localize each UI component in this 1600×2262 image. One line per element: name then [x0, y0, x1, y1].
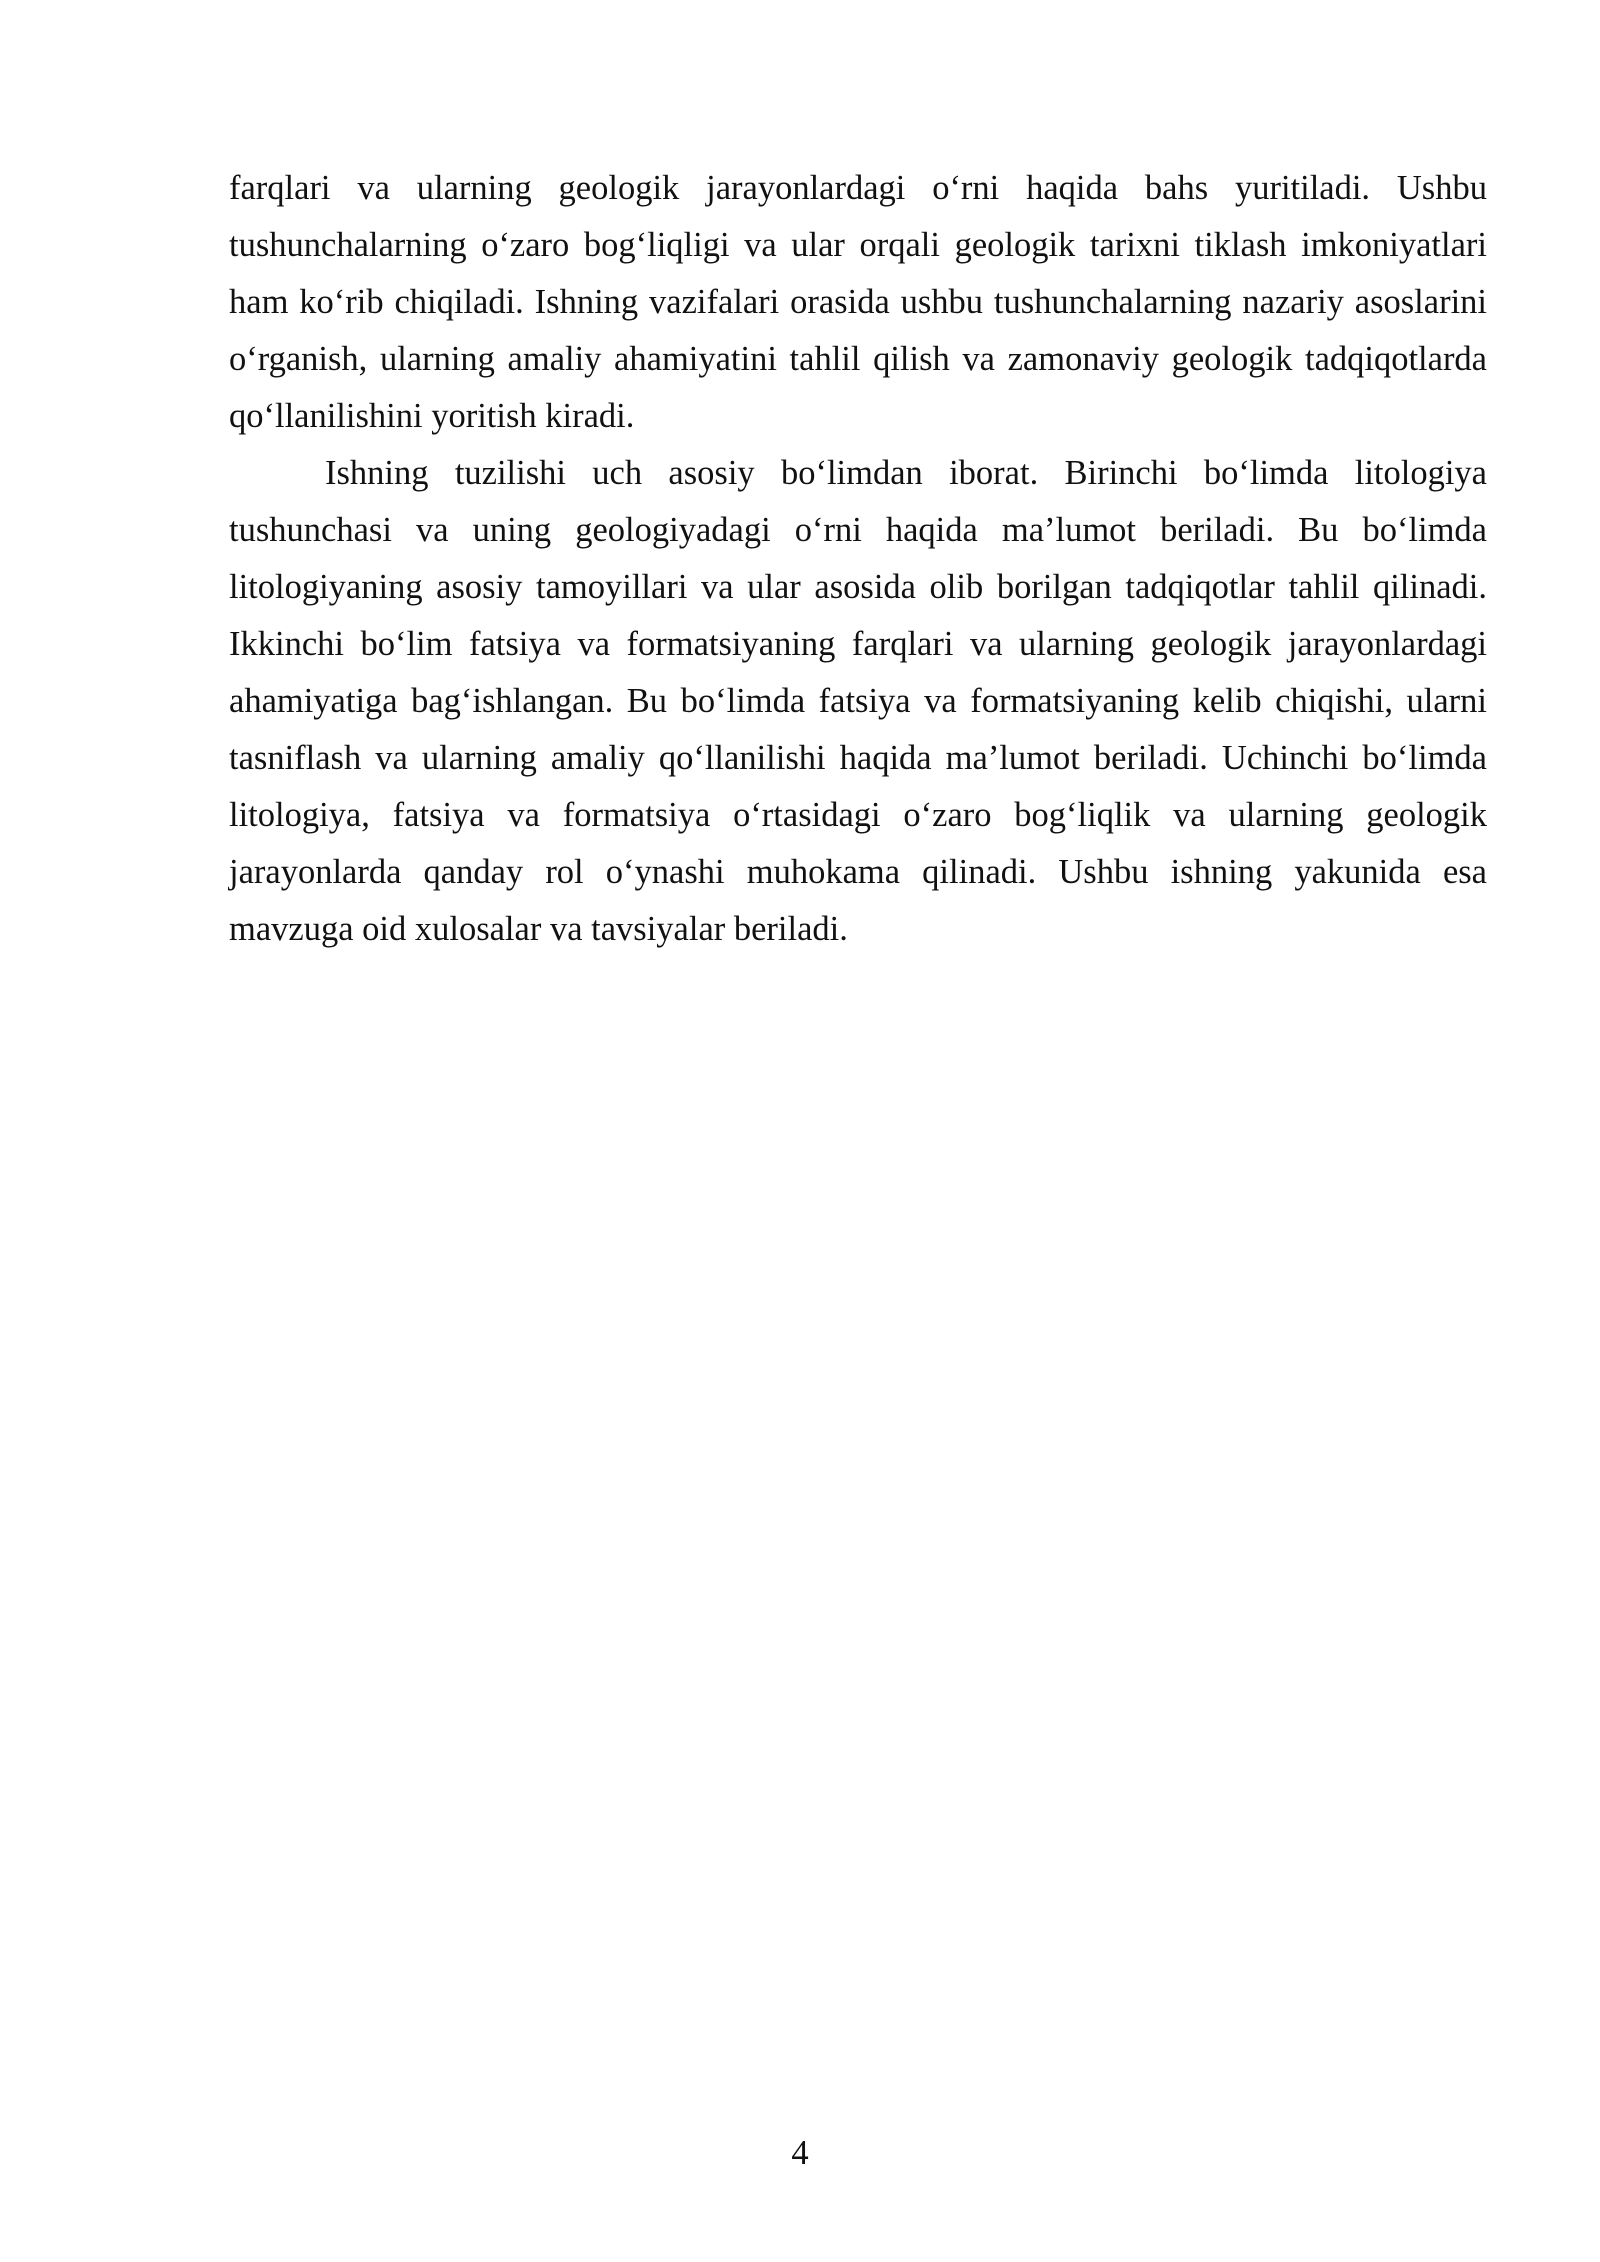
body-text	[229, 160, 1487, 958]
page-number: 4	[791, 2134, 809, 2172]
paragraph-continuation: farqlari va ularning geologik jarayonlardagi o‘rni haqida bahs yuritiladi. Ushbu tushunchalarning o‘zaro bog‘liqligi va ular orqali geologik tarixni tiklash imkoniyatlari ham ko‘rib chiqiladi. Ishning vazifalari orasida ushbu tushunchalarning nazariy asoslarini o‘rganish, ularning amaliy ahamiyatini tahlil qilish va zamonaviy geologik tadqiqotlarda qo‘llanilishini yoritish kiradi.	[229, 169, 1487, 435]
paragraph-structure: Ishning tuzilishi uch asosiy bo‘limdan iborat. Birinchi bo‘limda litologiya tushunchasi va uning geologiyadagi o‘rni haqida ma’lumot beriladi. Bu bo‘limda litologiyaning asosiy tamoyillari va ular asosida olib borilgan tadqiqotlar tahlil qilinadi. Ikkinchi bo‘lim fatsiya va formatsiyaning farqlari va ularning geologik jarayonlardagi ahamiyatiga bag‘ishlangan. Bu bo‘limda fatsiya va formatsiyaning kelib chiqishi, ularni tasniflash va ularning amaliy qo‘llanilishi haqida ma’lumot beriladi. Uchinchi bo‘limda litologiya, fatsiya va formatsiya o‘rtasidagi o‘zaro bog‘liqlik va ularning geologik jarayonlarda qanday rol o‘ynashi muhokama qilinadi. Ushbu ishning yakunida esa mavzuga oid xulosalar va tavsiyalar beriladi.	[229, 454, 1487, 948]
